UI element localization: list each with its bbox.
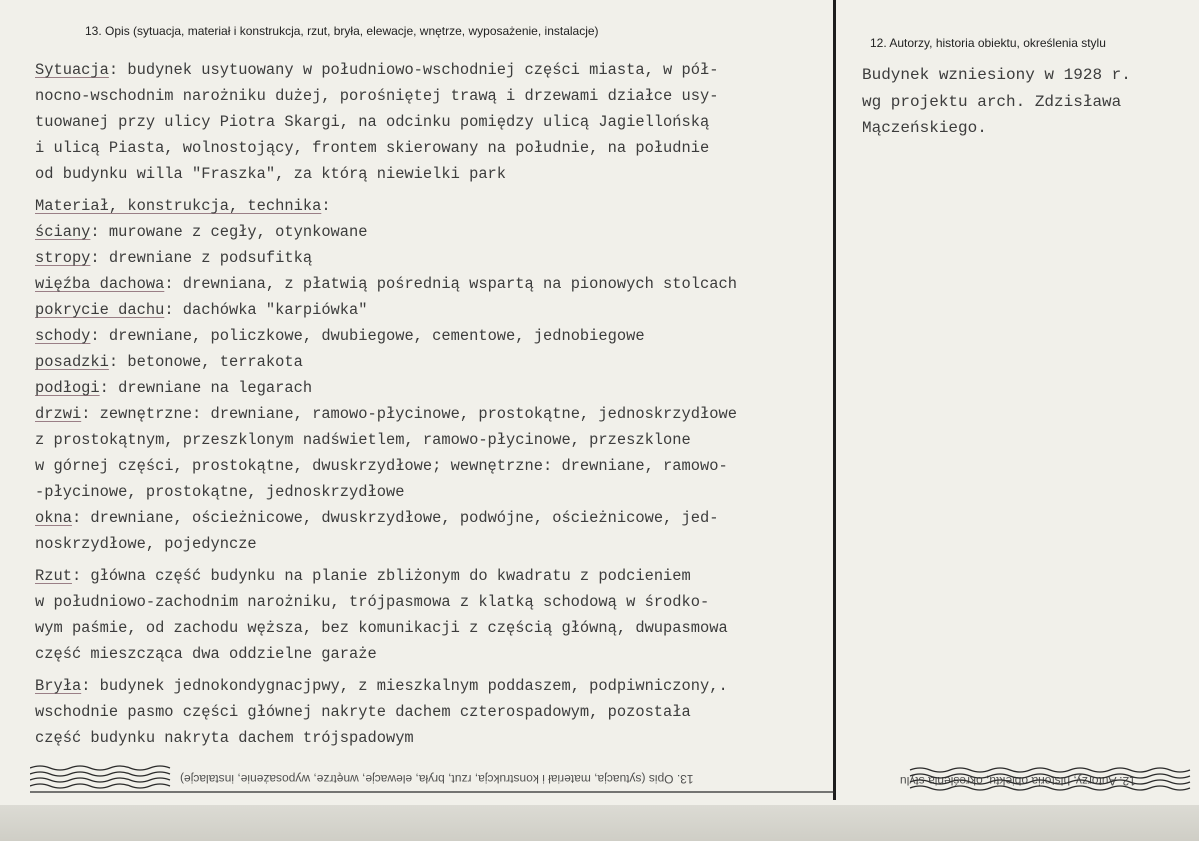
rzut-line: w południowo-zachodnim narożniku, trójpasmowa z klatką schodową w środko- <box>35 593 710 611</box>
rzut-text: : główna część budynku na planie zbliżonym do kwadratu z podcieniem <box>71 567 691 585</box>
reversed-section-12-header: 12. Autorzy, historia obiektu, określenia stylu <box>900 774 1136 788</box>
drzwi-line: -płycinowe, prostokątne, jednoskrzydłowe <box>35 483 405 501</box>
material-label: Materiał, konstrukcja, technika <box>35 197 322 215</box>
bryla-text: : budynek jednokondygnacjpwy, z mieszkalnym poddaszem, podpiwniczony,. <box>81 677 728 695</box>
sytuacja-line: nocno-wschodnim narożniku dużej, porośniętej trawą i drzewami działce usy- <box>35 87 719 105</box>
authors-column <box>862 62 1131 142</box>
sytuacja-line: od budynku willa "Fraszka", za którą niewielki park <box>35 165 507 183</box>
reversed-section-13-header: 13. Opis (sytuacja, materiał i konstrukcja, rzut, bryła, elewacje, wnętrze, wyposażenie, instalacje) <box>180 772 694 786</box>
drzwi-text: : zewnętrzne: drewniane, ramowo-płycinowe, prostokątne, jednoskrzydłowe <box>81 405 737 423</box>
okna-text: : drewniane, ościeżnicowe, dwuskrzydłowe, podwójne, ościeżnicowe, jed- <box>71 509 719 527</box>
drzwi-line: w górnej części, prostokątne, dwuskrzydłowe; wewnętrzne: drewniane, ramowo- <box>35 457 728 475</box>
authors-line: wg projektu arch. Zdzisława <box>862 92 1122 111</box>
drzwi-line: z prostokątnym, przeszklonym nadświetlem, ramowo-płycinowe, przeszklone <box>35 431 691 449</box>
section-13-header: 13. Opis (sytuacja, materiał i konstrukcja, rzut, bryła, elewacje, wnętrze, wyposażenie, instalacje) <box>85 24 599 38</box>
pokrycie-label: pokrycie dachu <box>35 301 165 319</box>
schody-label: schody <box>35 327 91 345</box>
card-bottom-edge <box>0 805 1199 841</box>
bryla-line: część budynku nakryta dachem trójspadowym <box>35 729 414 747</box>
material-colon: : <box>321 197 331 215</box>
rzut-paragraph <box>35 563 830 667</box>
pokrycie-text: : dachówka "karpiówka" <box>164 301 368 319</box>
sytuacja-line: tuowanej przy ulicy Piotra Skargi, na odcinku pomiędzy ulicą Jagiellońską <box>35 113 710 131</box>
authors-line: Mączeńskiego. <box>862 119 987 137</box>
bryla-label: Bryła <box>35 677 82 695</box>
authors-line: Budynek wzniesiony w 1928 r. <box>862 66 1131 84</box>
schody-text: : drewniane, policzkowe, dwubiegowe, cementowe, jednobiegowe <box>90 327 645 345</box>
material-paragraph <box>35 193 830 557</box>
drzwi-label: drzwi <box>35 405 82 423</box>
podlogi-label: podłogi <box>35 379 100 397</box>
podlogi-text: : drewniane na legarach <box>99 379 313 397</box>
wiezba-text: : drewniana, z płatwią pośrednią wspartą na pionowych stolcach <box>164 275 737 293</box>
posadzki-label: posadzki <box>35 353 109 371</box>
sytuacja-paragraph <box>35 57 830 187</box>
rzut-line: część mieszcząca dwa oddzielne garaże <box>35 645 377 663</box>
bryla-paragraph <box>35 673 830 751</box>
description-column <box>35 57 830 751</box>
okna-label: okna <box>35 509 72 527</box>
stropy-text: : drewniane z podsufitką <box>90 249 313 267</box>
bryla-line: wschodnie pasmo części głównej nakryte dachem czterospadowym, pozostała <box>35 703 691 721</box>
okna-line: noskrzydłowe, pojedyncze <box>35 535 257 553</box>
wiezba-label: więźba dachowa <box>35 275 165 293</box>
sytuacja-label: Sytuacja <box>35 61 109 79</box>
stropy-label: stropy <box>35 249 91 267</box>
section-12-header: 12. Autorzy, historia obiektu, określenia stylu <box>870 36 1106 50</box>
rzut-label: Rzut <box>35 567 72 585</box>
rzut-line: wym paśmie, od zachodu węższa, bez komunikacji z częścią główną, dwupasmowa <box>35 619 728 637</box>
sciany-text: : murowane z cegły, otynkowane <box>90 223 368 241</box>
sytuacja-text: : budynek usytuowany w południowo-wschodniej części miasta, w pół- <box>108 61 719 79</box>
column-divider <box>833 0 836 800</box>
sytuacja-line: i ulicą Piasta, wolnostojący, frontem skierowany na południe, na południe <box>35 139 710 157</box>
sciany-label: ściany <box>35 223 91 241</box>
posadzki-text: : betonowe, terrakota <box>108 353 303 371</box>
